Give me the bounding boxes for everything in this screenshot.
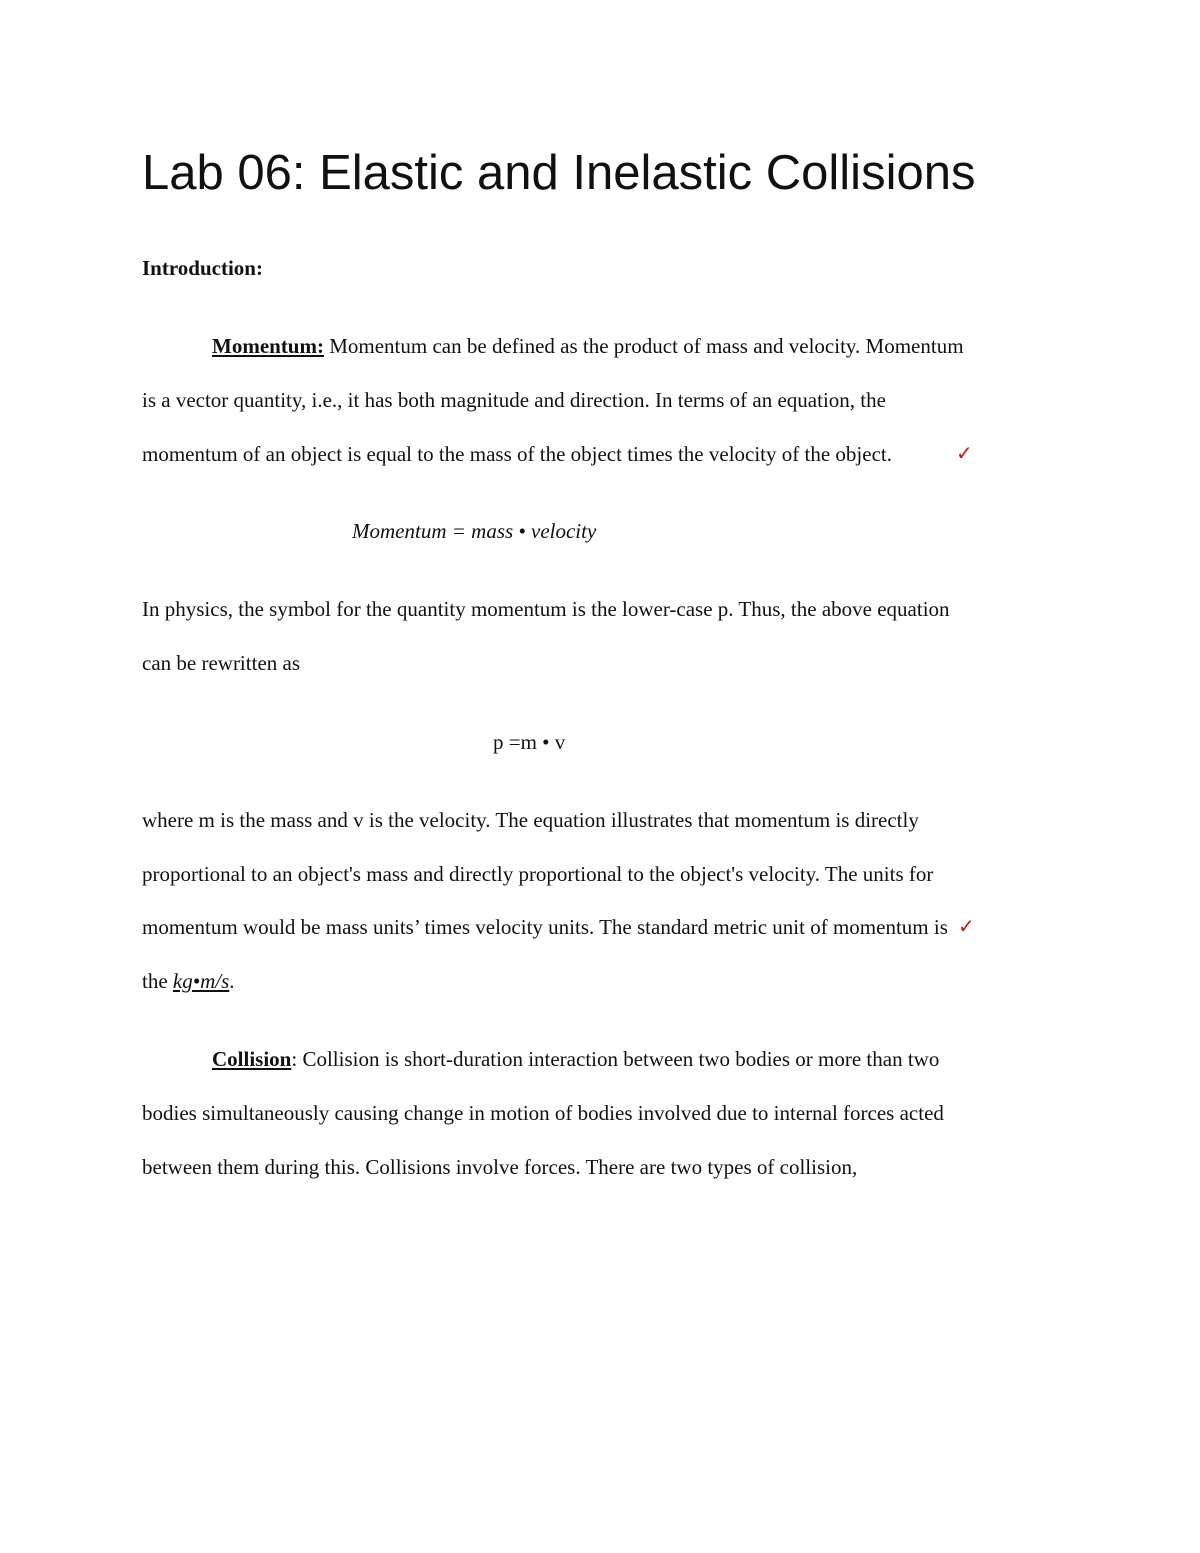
- collision-line-3: between them during this. Collisions involve forces. There are two types of collision,: [142, 1155, 858, 1179]
- momentum-line-3: momentum of an object is equal to the mass of the object times the velocity of the object.: [142, 442, 892, 466]
- where-line-4-suffix: .: [229, 969, 235, 993]
- momentum-line-1-text: Momentum can be defined as the product of mass and velocity. Momentum: [323, 334, 964, 358]
- unit-kg-m-s: kg•m/s: [172, 969, 230, 993]
- where-line-4: [142, 967, 235, 995]
- where-line-2: proportional to an object's mass and directly proportional to the object's velocity. The units for: [142, 862, 934, 886]
- equation-symbols: p =m • v: [493, 730, 566, 754]
- collision-line-1: [212, 1045, 939, 1073]
- collision-line-1-text: : Collision is short-duration interaction between two bodies or more than two: [291, 1047, 940, 1071]
- term-collision: Collision: [212, 1047, 292, 1071]
- check-mark-icon: ✓: [956, 441, 973, 465]
- momentum-line-1: [212, 332, 964, 360]
- term-momentum: Momentum:: [212, 334, 324, 358]
- where-line-3: momentum would be mass units’ times velocity units. The standard metric unit of momentum is: [142, 915, 948, 939]
- check-mark-icon: ✓: [958, 914, 975, 938]
- where-line-1: where m is the mass and v is the velocity. The equation illustrates that momentum is directly: [142, 808, 919, 832]
- collision-line-2: bodies simultaneously causing change in motion of bodies involved due to internal forces acted: [142, 1101, 944, 1125]
- equation-words: Momentum = mass • velocity: [352, 519, 597, 543]
- page-title: Lab 06: Elastic and Inelastic Collisions: [142, 146, 976, 200]
- section-heading-introduction: Introduction:: [142, 256, 263, 280]
- physics-line-2: can be rewritten as: [142, 651, 301, 675]
- where-line-4-prefix: the: [142, 969, 173, 993]
- momentum-line-2: is a vector quantity, i.e., it has both magnitude and direction. In terms of an equation, the: [142, 388, 886, 412]
- physics-line-1: In physics, the symbol for the quantity momentum is the lower-case p. Thus, the above equation: [142, 597, 950, 621]
